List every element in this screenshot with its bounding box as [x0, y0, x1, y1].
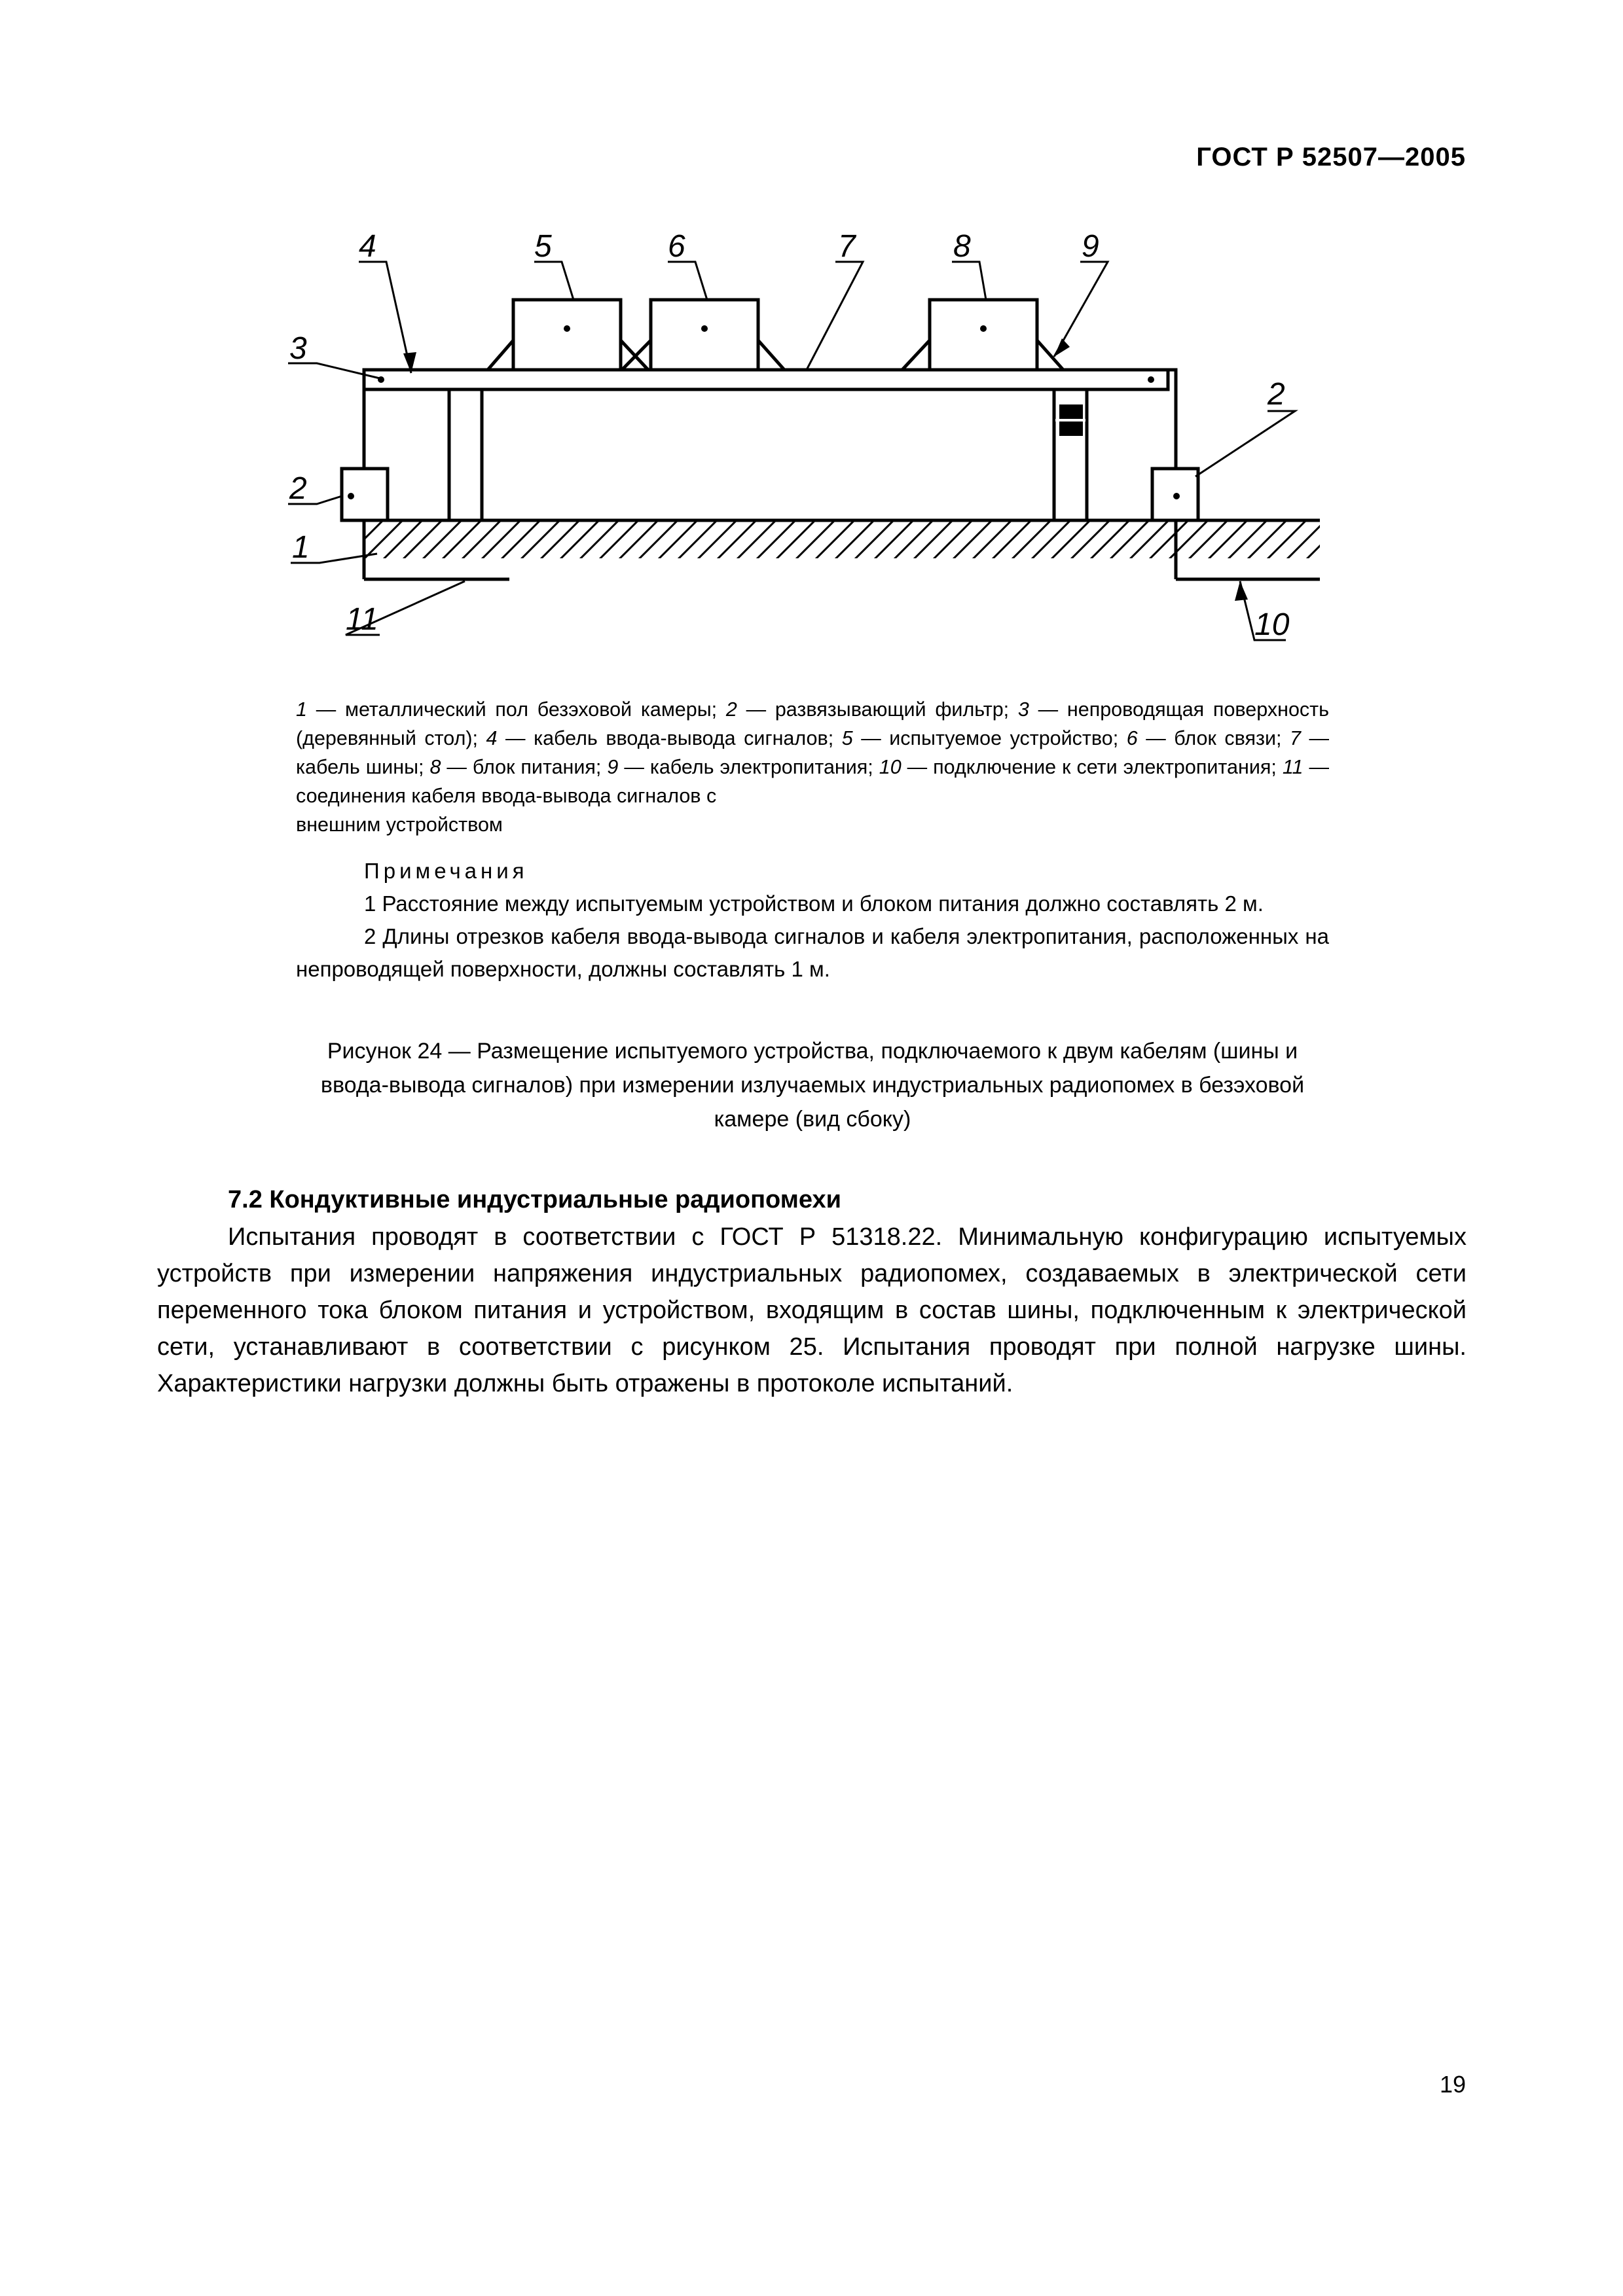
- legend-item: 1 — металлический пол безэховой камеры;: [296, 698, 726, 721]
- label-9: 9: [1082, 229, 1099, 264]
- label-3: 3: [289, 331, 307, 366]
- figure-legend: [296, 695, 1329, 839]
- legend-item: 5 — испытуемое устройство;: [841, 727, 1127, 749]
- label-4: 4: [359, 229, 376, 264]
- label-10: 10: [1254, 607, 1290, 642]
- legend-item: 10 — подключение к сети электропитания;: [879, 756, 1283, 778]
- label-6: 6: [668, 229, 685, 264]
- label-2-right: 2: [1267, 377, 1285, 412]
- leader-lines: [288, 262, 1295, 640]
- legend-item: 9 — кабель электропитания;: [607, 756, 879, 778]
- note-item: 1 Расстояние между испытуемым устройством и блоком питания должно составлять 2 м.: [364, 891, 1264, 916]
- figure-caption: Рисунок 24 — Размещение испытуемого устройства, подключаемого к двум кабелям (шины и ввода-вывода сигналов) при измерении излучаемых индустриальных радиопомех в безэховой камере (вид сбоку): [320, 1039, 1305, 1132]
- legend-tail: внешним устройством: [296, 814, 503, 836]
- floor: [364, 520, 1320, 579]
- notes-block: [296, 855, 1329, 986]
- legend-item: 7 — кабель шины;: [296, 727, 1330, 778]
- label-8: 8: [953, 229, 971, 264]
- note-item: 2 Длины отрезков кабеля ввода-вывода сигналов и кабеля электропитания, расположенных на непроводящей поверхности, должны составлять 1 м.: [296, 924, 1329, 981]
- legend-item: 11 — соединения кабеля ввода-вывода сигналов с: [296, 756, 1330, 807]
- label-2-left: 2: [289, 471, 307, 506]
- legend-item: 4 — кабель ввода-вывода сигналов;: [486, 727, 842, 749]
- decoupling-filters: [342, 469, 1198, 520]
- section-heading: 7.2 Кондуктивные индустриальные радиопомехи: [228, 1186, 841, 1213]
- legend-item: 8 — блок питания;: [429, 756, 608, 778]
- page-number: 19: [1439, 2071, 1466, 2098]
- notes-title: Примечания: [364, 859, 528, 883]
- legend-item: 3 — непроводящая поверхность (деревянный стол);: [296, 698, 1330, 749]
- figure-24-diagram: [275, 223, 1336, 655]
- table-top: [364, 370, 1168, 389]
- legend-item: 6 — блок связи;: [1126, 727, 1290, 749]
- legend-item: 2 — развязывающий фильтр;: [725, 698, 1018, 721]
- document-code: ГОСТ Р 52507—2005: [1196, 143, 1466, 171]
- label-11: 11: [346, 602, 378, 637]
- table-legs: [449, 389, 1087, 520]
- label-7: 7: [838, 229, 856, 264]
- section-body: Испытания проводят в соответствии с ГОСТ Р 51318.22. Минимальную конфигурацию испытуемых устройств при измерении напряжения индустриальных радиопомех, создаваемых в электрической сети переменного тока блоком питания и устройством, входящим в состав шины, подключенным к электрической сети, устанавливают в соответствии с рисунком 25. Испытания проводят при полной нагрузке шины. Характеристики нагрузки должны быть отражены в протоколе испытаний.: [157, 1223, 1467, 1397]
- label-1: 1: [292, 530, 310, 565]
- label-5: 5: [534, 229, 552, 264]
